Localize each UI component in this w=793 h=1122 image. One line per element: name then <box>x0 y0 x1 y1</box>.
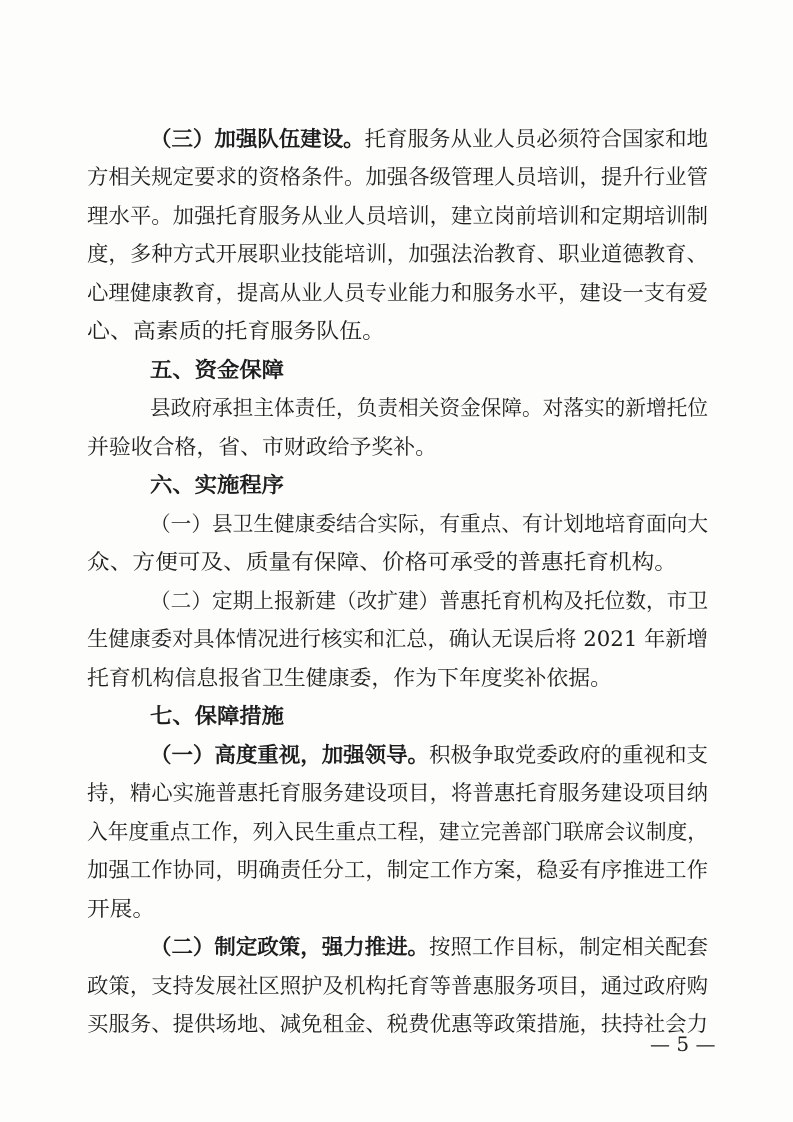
text-line <box>0 196 793 236</box>
body-text: 开展。 <box>87 897 155 921</box>
text-line <box>0 696 793 736</box>
line-content <box>150 388 708 428</box>
text-line <box>0 465 793 505</box>
body-text: （二）定期上报新建（改扩建）普惠托育机构及托位数，市卫 <box>150 589 708 613</box>
section-heading: 六、实施程序 <box>150 473 284 497</box>
section-heading: 七、保障措施 <box>150 704 284 728</box>
body-text: 托育服务从业人员必须符合国家和地 <box>364 127 708 151</box>
page-number: — 5 — <box>650 1032 716 1056</box>
line-content <box>87 619 708 659</box>
text-line <box>0 619 793 659</box>
bold-lead-text: （三）加强队伍建设。 <box>150 127 365 151</box>
body-text: 理水平。加强托育服务从业人员培训，建立岗前培训和定期培训制 <box>87 204 708 228</box>
line-content <box>87 1004 708 1044</box>
body-text: 买服务、提供场地、减免租金、税费优惠等政策措施，扶持社会力 <box>87 1012 708 1036</box>
line-content <box>87 966 708 1006</box>
body-text: 心、高素质的托育服务队伍。 <box>87 319 385 343</box>
body-text: 按照工作目标，制定相关配套 <box>429 935 708 959</box>
line-content <box>87 773 708 813</box>
line-content <box>150 581 708 621</box>
text-line <box>0 311 793 351</box>
body-text: （一）县卫生健康委结合实际，有重点、有计划地培育面向大 <box>150 512 708 536</box>
text-line <box>0 157 793 197</box>
body-text: 生健康委对具体情况进行核实和汇总，确认无误后将 2021 年新增 <box>87 627 708 651</box>
section-heading: 五、资金保障 <box>150 358 284 382</box>
body-text: 县政府承担主体责任，负责相关资金保障。对落实的新增托位 <box>150 396 708 420</box>
bold-lead-text: （一）高度重视，加强领导。 <box>150 743 429 767</box>
line-content <box>150 119 708 159</box>
text-line <box>0 812 793 852</box>
text-line <box>0 927 793 967</box>
text-line <box>0 234 793 274</box>
text-line <box>0 388 793 428</box>
line-content <box>150 465 284 505</box>
line-content <box>87 196 708 236</box>
body-text: 并验收合格，省、市财政给予奖补。 <box>87 435 437 459</box>
text-line <box>0 504 793 544</box>
body-text: 加强工作协同，明确责任分工，制定工作方案，稳妥有序推进工作 <box>87 858 708 882</box>
line-content <box>87 234 708 274</box>
text-line <box>0 735 793 775</box>
body-text: 众、方便可及、质量有保障、价格可承受的普惠托育机构。 <box>87 550 677 574</box>
body-text: 入年度重点工作，列入民生重点工程，建立完善部门联席会议制度， <box>87 820 708 844</box>
text-line <box>0 427 793 467</box>
text-line <box>0 966 793 1006</box>
line-content <box>87 850 708 890</box>
line-content <box>87 273 708 313</box>
body-text: 托育机构信息报省卫生健康委，作为下年度奖补依据。 <box>87 666 612 690</box>
body-text: 持，精心实施普惠托育服务建设项目，将普惠托育服务建设项目纳 <box>87 781 708 805</box>
text-line <box>0 773 793 813</box>
line-content <box>150 927 708 967</box>
line-content <box>150 350 284 390</box>
text-line <box>0 542 793 582</box>
body-text: 政策，支持发展社区照护及机构托育等普惠服务项目，通过政府购 <box>87 974 708 998</box>
line-content <box>87 889 155 929</box>
text-line <box>0 889 793 929</box>
line-content <box>87 311 385 351</box>
text-line <box>0 850 793 890</box>
body-text: 方相关规定要求的资格条件。加强各级管理人员培训，提升行业管 <box>87 165 708 189</box>
line-content <box>87 157 708 197</box>
line-content <box>150 504 708 544</box>
text-line <box>0 658 793 698</box>
line-content <box>150 735 708 775</box>
bold-lead-text: （二）制定政策，强力推进。 <box>150 935 429 959</box>
body-text: 度，多种方式开展职业技能培训，加强法治教育、职业道德教育、 <box>87 242 708 266</box>
text-line <box>0 581 793 621</box>
body-text: 积极争取党委政府的重视和支 <box>429 743 708 767</box>
line-content <box>87 658 612 698</box>
line-content <box>150 696 284 736</box>
text-line <box>0 350 793 390</box>
body-text: 心理健康教育，提高从业人员专业能力和服务水平，建设一支有爱 <box>87 281 708 305</box>
line-content <box>87 542 677 582</box>
text-line <box>0 273 793 313</box>
text-line <box>0 119 793 159</box>
line-content <box>87 812 708 852</box>
line-content <box>87 427 437 467</box>
